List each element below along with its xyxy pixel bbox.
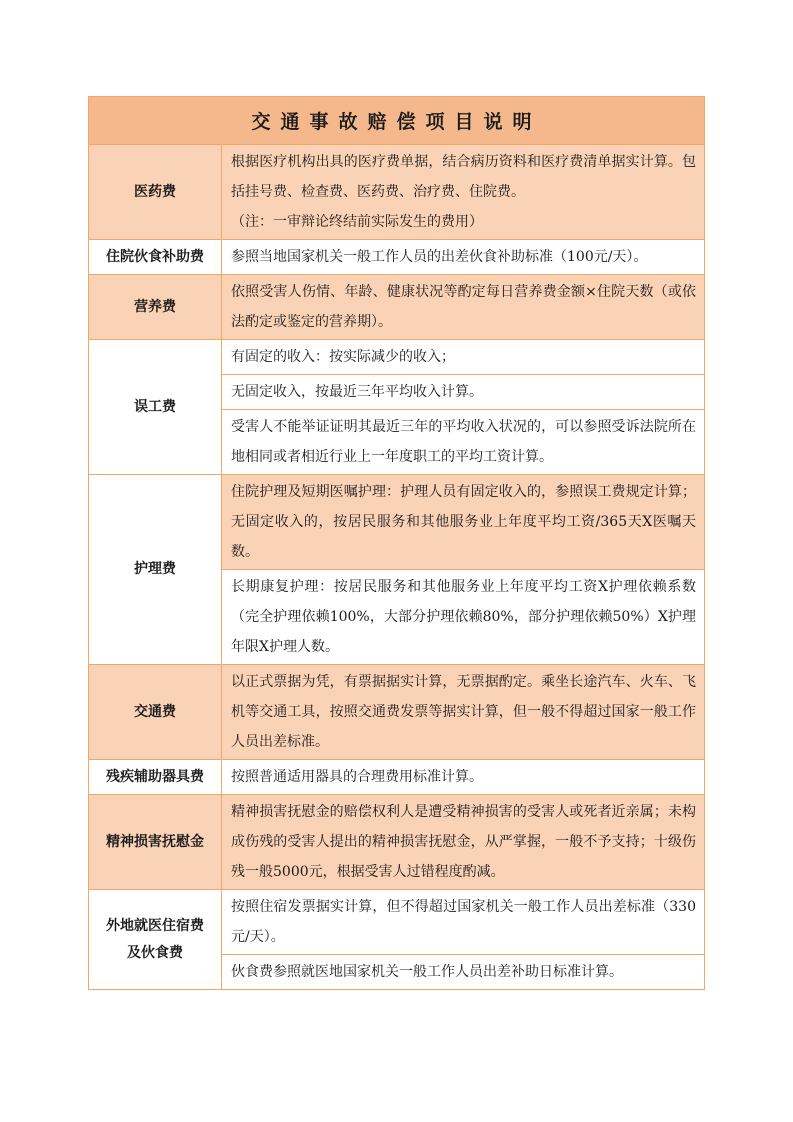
sub-row: 长期康复护理：按居民服务和其他服务业上年度平均工资X护理依赖系数（完全护理依赖100%，大部分护理依赖80%，部分护理依赖50%）X护理年限X护理人数。	[222, 570, 704, 665]
sub-rows	[222, 475, 704, 664]
table-row	[89, 760, 705, 795]
sub-row: 无固定收入，按最近三年平均收入计算。	[222, 375, 704, 410]
row-head-medical: 医药费	[89, 145, 222, 240]
sub-row: 有固定的收入：按实际减少的收入；	[222, 340, 704, 375]
row-head-assistive: 残疾辅助器具费	[89, 760, 222, 795]
row-head-mental: 精神损害抚慰金	[89, 795, 222, 890]
row-desc-transport: 以正式票据为凭，有票据据实计算，无票据酌定。乘坐长途汽车、火车、飞机等交通工具，按照交通费发票等据实计算，但一般不得超过国家一般工作人员出差标准。	[222, 665, 705, 760]
sub-rows	[222, 340, 704, 474]
row-head-lost-wages: 误工费	[89, 340, 222, 475]
sub-row: 伙食费参照就医地国家机关一般工作人员出差补助日标准计算。	[231, 964, 623, 980]
row-head-nutrition: 营养费	[89, 275, 222, 340]
table-row	[89, 890, 705, 990]
row-desc-nursing	[222, 475, 705, 665]
table-title-row	[89, 97, 705, 145]
sub-row: 按照住宿发票据实计算，但不得超过国家机关一般工作人员出差标准（330元/天）。	[222, 890, 704, 955]
table-row	[89, 795, 705, 890]
row-desc-mental: 精神损害抚慰金的赔偿权利人是遭受精神损害的受害人或死者近亲属；未构成伤残的受害人提出的精神损害抚慰金，从严掌握，一般不予支持；十级伤残一般5000元，根据受害人过错程度酌减。	[222, 795, 705, 890]
table-row	[89, 475, 705, 665]
row-head-offsite: 外地就医住宿费及伙食费	[89, 890, 222, 990]
table-row	[89, 275, 705, 340]
compensation-table	[88, 96, 705, 990]
sub-rows	[222, 890, 704, 989]
table-row	[89, 145, 705, 240]
row-head-hospital-meal: 住院伙食补助费	[89, 240, 222, 275]
row-head-nursing: 护理费	[89, 475, 222, 665]
table-title: 交通事故赔偿项目说明	[89, 97, 705, 145]
table-row	[89, 665, 705, 760]
row-desc-assistive: 按照普通适用器具的合理费用标准计算。	[222, 760, 705, 795]
row-desc-medical	[222, 145, 705, 240]
sub-row: 住院护理及短期医嘱护理：护理人员有固定收入的，参照误工费规定计算；无固定收入的，按居民服务和其他服务业上年度平均工资/365天X医嘱天数。	[222, 475, 704, 570]
desc-line: 根据医疗机构出具的医疗费单据，结合病历资料和医疗费清单据实计算。包括挂号费、检查费、医药费、治疗费、住院费。	[231, 154, 697, 200]
row-desc-nutrition: 依照受害人伤情、年龄、健康状况等酌定每日营养费金额×住院天数（或依法酌定或鉴定的营养期）。	[222, 275, 705, 340]
desc-note: （注：一审辩论终结前实际发生的费用）	[231, 214, 483, 230]
table-row	[89, 340, 705, 475]
sub-row: 受害人不能举证证明其最近三年的平均收入状况的，可以参照受诉法院所在地相同或者相近行业上一年度职工的平均工资计算。	[231, 419, 697, 465]
row-desc-offsite	[222, 890, 705, 990]
row-desc-hospital-meal: 参照当地国家机关一般工作人员的出差伙食补助标准（100元/天）。	[222, 240, 705, 275]
row-desc-lost-wages	[222, 340, 705, 475]
table-row	[89, 240, 705, 275]
row-head-transport: 交通费	[89, 665, 222, 760]
